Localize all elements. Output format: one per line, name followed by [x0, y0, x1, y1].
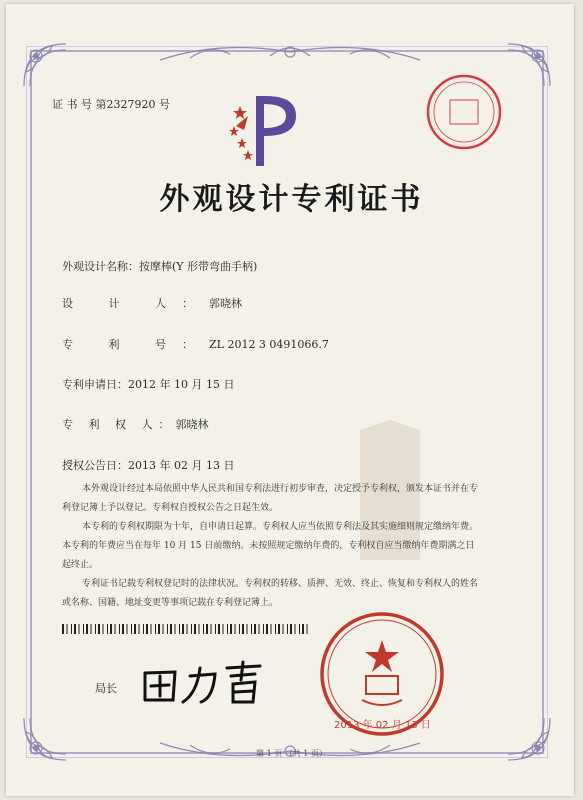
official-stamp-top	[424, 72, 504, 152]
certificate-number-label: 证 书 号 第	[52, 98, 107, 111]
field-grant-date	[62, 457, 234, 473]
certificate-title: 外观设计专利证书	[159, 182, 424, 217]
director-signature	[135, 658, 275, 708]
certificate-number-value: 2327920	[106, 98, 156, 111]
field-application-date	[62, 376, 234, 392]
corner-ornament	[22, 42, 68, 88]
field-label: 专 利 号：	[62, 338, 209, 351]
field-value: 郭晓林	[175, 418, 209, 431]
field-value: 按摩棒(Y 形带弯曲手柄)	[139, 260, 258, 273]
field-value: 郭晓林	[209, 297, 242, 310]
certificate-body	[62, 480, 482, 613]
field-label: 授权公告日：	[62, 459, 128, 472]
body-paragraph: 专利证书记载专利权登记时的法律状况。专利权的转移、质押、无效、终止、恢复和专利权人的姓名或名称、国籍、地址变更等事项记载在专利登记簿上。	[62, 579, 479, 608]
body-paragraph: 本外观设计经过本局依照中华人民共和国专利法进行初步审查，决定授予专利权，颁发本证书并在专利登记簿上予以登记。专利权自授权公告之日起生效。	[62, 484, 479, 513]
field-label: 设 计 人：	[62, 297, 209, 310]
field-patentee	[62, 416, 209, 432]
body-paragraph: 本专利的专利权期限为十年，自申请日起算。专利权人应当依照专利法及其实施细则规定缴纳年费。本专利的年费应当在每年 10 月 15 日前缴纳。未按照规定缴纳年费的，专利权自应当缴纳年费期满之日起终止。	[62, 522, 479, 570]
field-value: 2013 年 02 月 13 日	[128, 459, 235, 472]
barcode	[62, 624, 312, 634]
field-value: 2012 年 10 月 15 日	[128, 378, 235, 391]
page-number: 第 1 页 （共 1 页）	[256, 749, 327, 758]
certificate-number-suffix: 号	[159, 98, 170, 111]
field-label: 外观设计名称：	[62, 260, 139, 273]
corner-ornament	[506, 42, 552, 88]
top-ornament	[150, 38, 430, 68]
field-value: ZL 2012 3 0491066.7	[209, 338, 329, 351]
field-design-name	[62, 258, 257, 274]
certificate-number	[52, 96, 170, 112]
director-label: 局长	[95, 682, 117, 695]
field-label: 专 利 权 人：	[62, 418, 176, 431]
field-designer	[62, 295, 242, 311]
seal-date: 2013 年 02 月 13 日	[334, 720, 431, 731]
field-patent-number	[62, 336, 329, 352]
patent-office-logo-icon	[226, 86, 304, 172]
field-label: 专利申请日：	[62, 378, 128, 391]
